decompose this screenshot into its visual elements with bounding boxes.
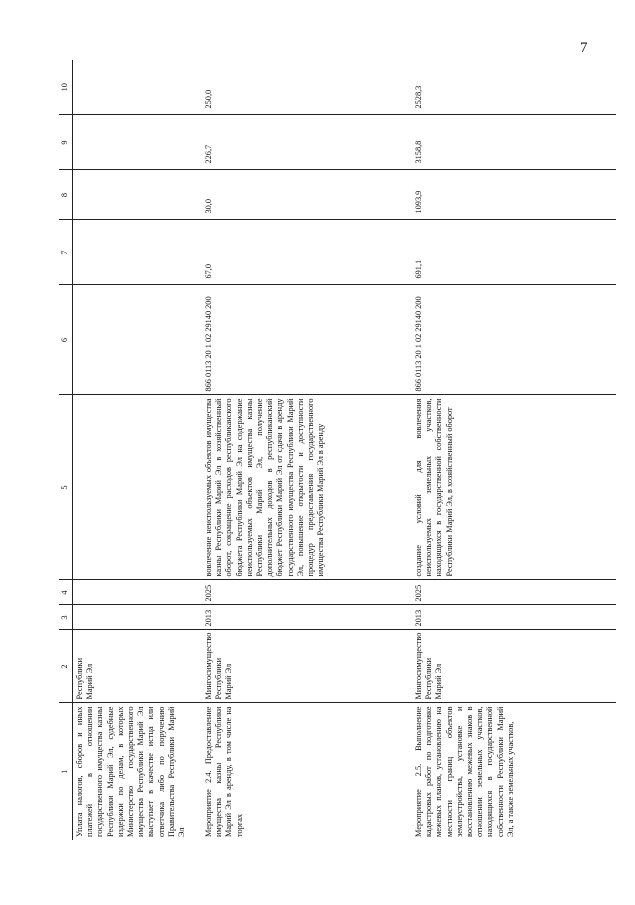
executor: Мингосимущество Республики Марий Эл <box>412 630 616 703</box>
start-year: 2013 <box>202 605 412 630</box>
start-year <box>73 605 203 630</box>
end-year: 2025 <box>412 580 616 605</box>
expected-result: вовлечение неиспользуемых объектов имущества казны Республики Марий Эл в хозяйственный оборот, сокращение расходов республиканского бюджета Республики Марий Эл на содержание неиспользуемых объектов имущества казны Республики Марий Эл, получение дополнительных доходов в республиканский бюджет Республики Марий Эл от сдачи в аренду государственного имущества Республики Марий Эл, повышение открытости и доступности процедур предоставления государственного имущества Республики Марий Эл в аренду <box>202 395 412 580</box>
budget-code: 866 0113 20 1 02 29140 200 <box>202 285 412 395</box>
value-col9: 226,7 <box>202 115 412 170</box>
value-col7 <box>73 220 203 285</box>
header-cell: 2 <box>59 630 73 703</box>
value-col7: 691,1 <box>412 220 616 285</box>
header-cell: 8 <box>59 170 73 220</box>
end-year: 2025 <box>202 580 412 605</box>
value-col8 <box>73 170 203 220</box>
header-cell: 10 <box>59 60 73 115</box>
header-cell: 4 <box>59 580 73 605</box>
table-row <box>73 60 203 840</box>
value-col10: 250,0 <box>204 89 213 109</box>
executor: Мингосимущество Республики Марий Эл <box>202 630 412 703</box>
page-number: 7 <box>580 40 588 56</box>
value-col9: 3158,8 <box>412 115 616 170</box>
measure-name: Мероприятие 2.5. Выполнение кадастровых работ по подготовке межевых планов, установлению на местности границ объектов землеустройства, установке и восстановлению межевых знаков в отношении земельных участков, находящихся в государственной собственности Республики Марий Эл, а также земельных участков, <box>412 703 616 840</box>
start-year: 2013 <box>412 605 616 630</box>
measure-name: Уплата налогов, сборов и иных платежей в отношении государственного имущества казны Республики Марий Эл, судебные издержки по делам, в которых Министерство государственного имущества Республики Марий Эл выступает в качестве истца или ответчика либо по поручению Правительства Республики Марий Эл <box>73 703 203 840</box>
table-row <box>412 60 616 840</box>
budget-code <box>73 285 203 395</box>
header-cell: 7 <box>59 220 73 285</box>
rotated-table-area <box>59 50 635 860</box>
header-cell: 1 <box>59 703 73 840</box>
program-measures-table <box>59 60 616 840</box>
header-cell: 5 <box>59 395 73 580</box>
value-col9 <box>73 115 203 170</box>
budget-code: 866 0113 20 1 02 29140 200 <box>412 285 616 395</box>
header-cell: 6 <box>59 285 73 395</box>
expected-result: создание условий для вовлечения неиспользуемых земельных участков, находящихся в государственной собственности Республики Марий Эл, в хозяйственный оборот <box>412 395 616 580</box>
header-row <box>59 60 73 840</box>
value-col10 <box>73 60 203 115</box>
value-col8: 30,0 <box>202 170 412 220</box>
value-col8: 1093,9 <box>412 170 616 220</box>
expected-result <box>73 395 203 580</box>
measure-name: Мероприятие 2.4. Предоставление имущества казны Республики Марий Эл в аренду, в том числе на торгах <box>202 703 412 840</box>
executor: Республики Марий Эл <box>73 630 203 703</box>
table-row <box>202 60 412 840</box>
header-cell: 3 <box>59 605 73 630</box>
end-year <box>73 580 203 605</box>
header-cell: 9 <box>59 115 73 170</box>
value-col7: 67,0 <box>202 220 412 285</box>
value-col10: 2528,3 <box>414 85 423 109</box>
